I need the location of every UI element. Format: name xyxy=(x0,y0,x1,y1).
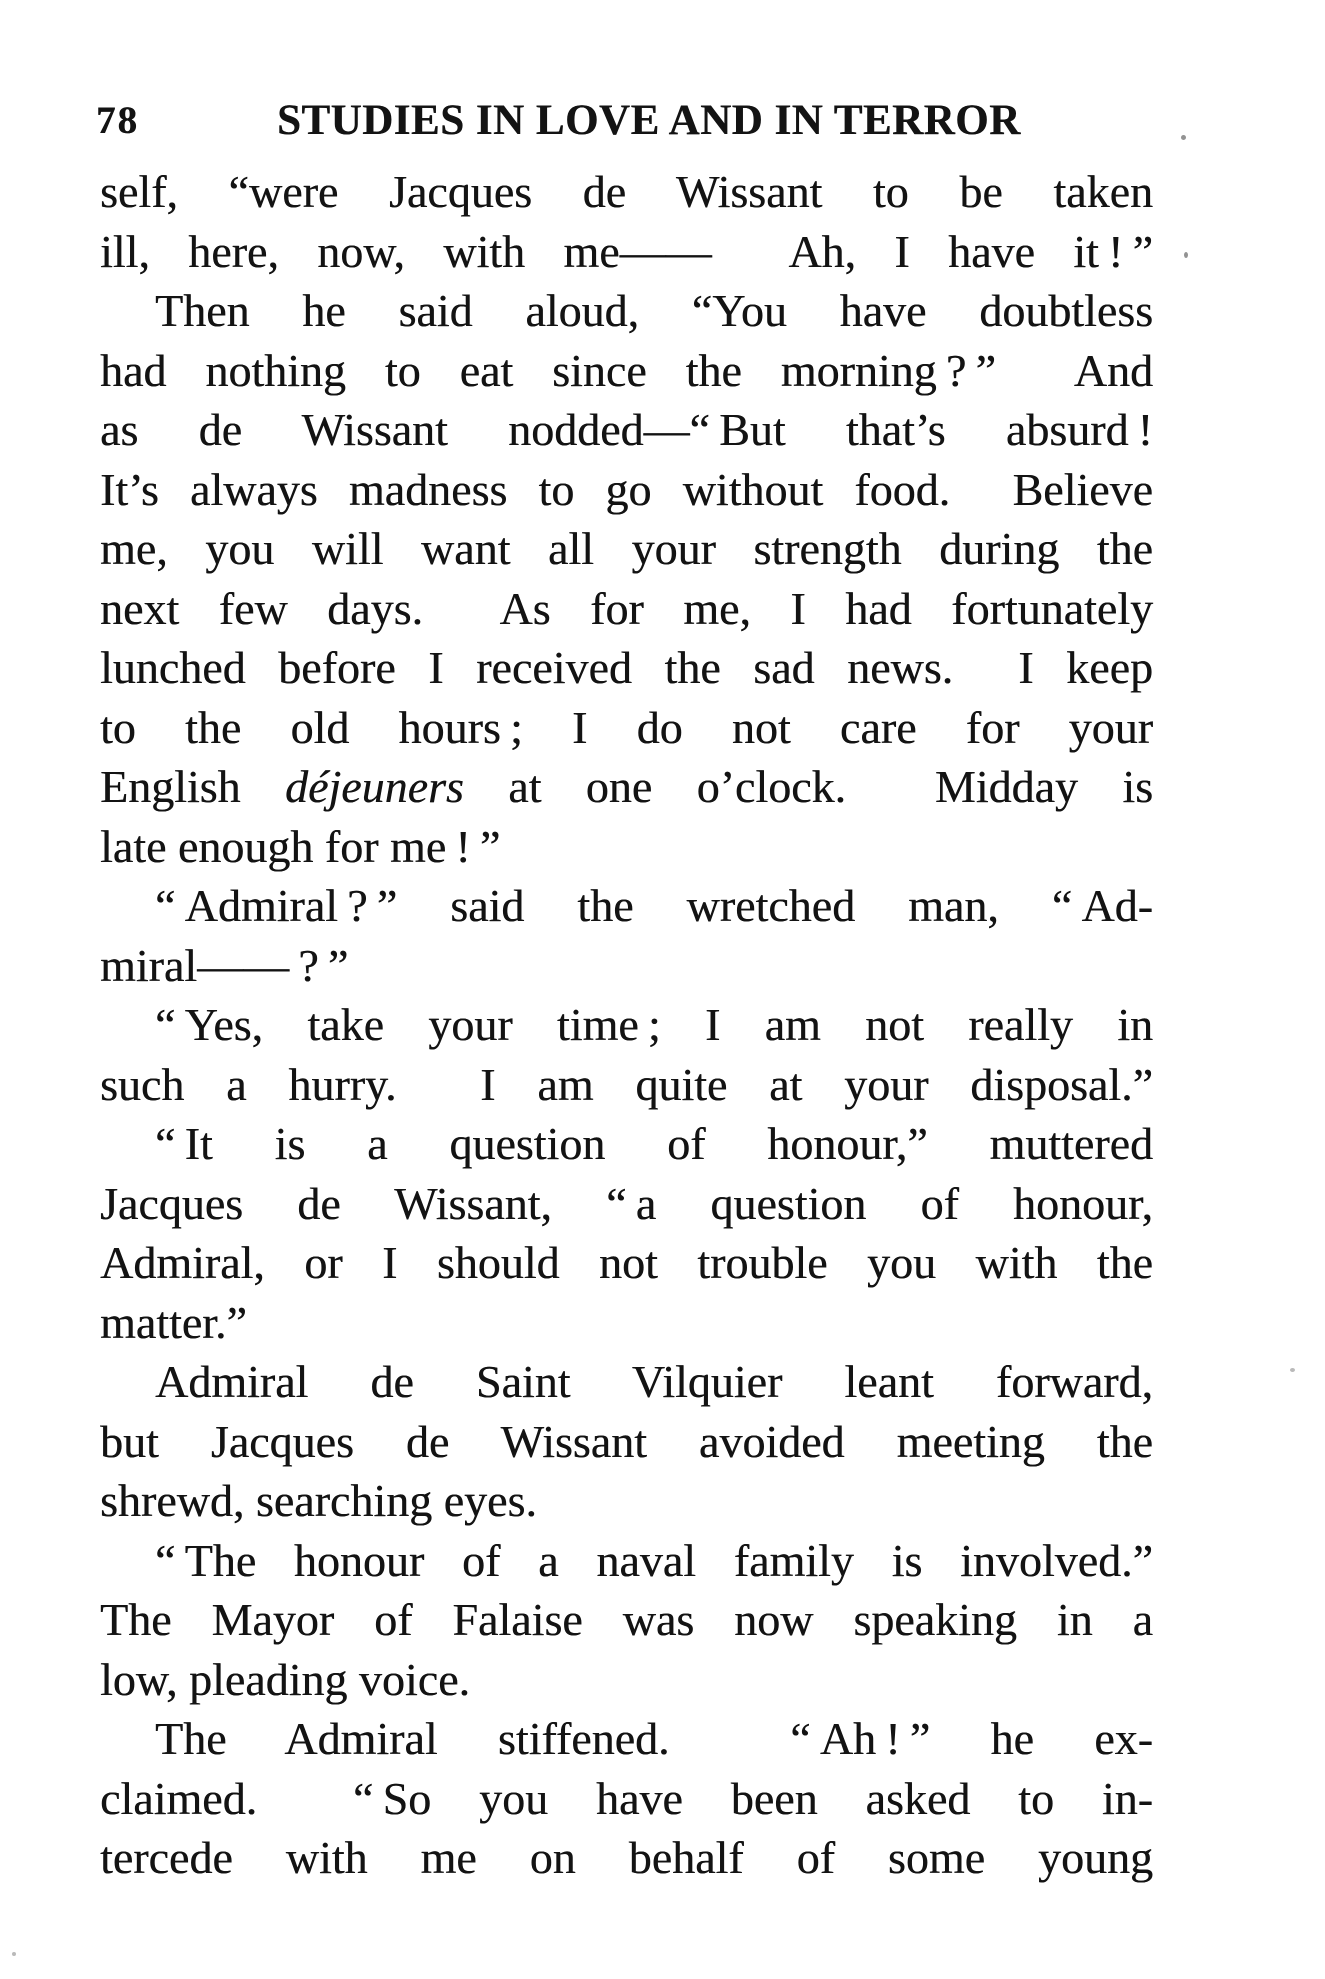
running-title: STUDIES IN LOVE AND IN TERROR xyxy=(276,97,1021,144)
scan-speck xyxy=(12,1952,16,1956)
text-segment: It’s always madness to go without food. Believe xyxy=(100,463,1153,515)
text-segment: next few days. As for me, I had fortunately xyxy=(100,582,1153,634)
text-line xyxy=(100,1531,1153,1591)
text-segment: Admiral, or I should not trouble you with the xyxy=(100,1237,1153,1288)
text-block xyxy=(100,162,1153,1888)
text-segment: but Jacques de Wissant avoided meeting the xyxy=(100,1415,1153,1467)
text-segment: The Mayor of Falaise was now speaking in a xyxy=(100,1594,1153,1645)
scan-speck xyxy=(1290,1368,1295,1372)
text-line xyxy=(100,162,1153,222)
text-line xyxy=(100,1828,1153,1888)
italic-text: déjeuners xyxy=(284,761,464,812)
text-line xyxy=(100,1114,1153,1174)
text-segment: Jacques de Wissant, “ a question of honour, xyxy=(100,1177,1153,1229)
text-line xyxy=(100,1352,1153,1412)
text-segment: Then he said aloud, “You have doubtless xyxy=(155,285,1153,336)
text-segment: claimed. “ So you have been asked to in- xyxy=(100,1772,1153,1824)
text-segment: tercede with me on behalf of some young xyxy=(100,1832,1153,1883)
text-segment: low, pleading voice. xyxy=(100,1653,471,1705)
text-line xyxy=(100,698,1153,758)
text-segment: at one o’clock. Midday is xyxy=(463,761,1154,812)
text-segment: “ Yes, take your time ; I am not really in xyxy=(155,999,1153,1050)
text-segment: “ The honour of a naval family is involved.” xyxy=(155,1534,1153,1586)
text-segment: English xyxy=(100,761,285,812)
text-line xyxy=(100,1412,1153,1472)
text-line xyxy=(100,1769,1153,1829)
text-line xyxy=(100,1293,1153,1353)
text-line xyxy=(100,876,1153,936)
text-line xyxy=(100,936,1153,996)
text-line xyxy=(100,1233,1153,1293)
text-segment: me, you will want all your strength during the xyxy=(100,523,1153,574)
text-segment: to the old hours ; I do not care for your xyxy=(100,701,1153,753)
text-segment: The Admiral stiffened. “ Ah ! ” he ex- xyxy=(155,1713,1153,1764)
text-line xyxy=(100,1709,1153,1769)
text-line xyxy=(100,400,1153,460)
text-segment: late enough for me ! ” xyxy=(100,820,501,872)
page-header xyxy=(96,96,1153,144)
text-segment: “ It is a question of honour,” muttered xyxy=(155,1118,1153,1169)
text-segment: lunched before I received the sad news. I keep xyxy=(100,642,1153,693)
text-segment: self, “were Jacques de Wissant to be taken xyxy=(100,166,1153,217)
text-line xyxy=(100,817,1153,877)
text-line xyxy=(100,1471,1153,1531)
text-segment: such a hurry. I am quite at your disposal.” xyxy=(100,1058,1153,1110)
scan-speck xyxy=(1181,135,1186,140)
text-segment: ill, here, now, with me—— Ah, I have it ! ” xyxy=(100,225,1153,277)
text-segment: had nothing to eat since the morning ? ” And xyxy=(100,344,1153,396)
page-number: 78 xyxy=(96,99,139,142)
text-segment: miral—— ? ” xyxy=(100,939,349,991)
text-segment: “ Admiral ? ” said the wretched man, “ Ad- xyxy=(155,880,1153,931)
text-segment: shrewd, searching eyes. xyxy=(100,1475,537,1526)
text-segment: matter.” xyxy=(100,1296,247,1348)
text-segment: Admiral de Saint Vilquier leant forward, xyxy=(155,1356,1153,1407)
text-line xyxy=(100,519,1153,579)
text-line xyxy=(100,995,1153,1055)
scan-speck xyxy=(1184,252,1188,258)
text-line xyxy=(100,1650,1153,1710)
text-line xyxy=(100,638,1153,698)
text-segment: as de Wissant nodded—“ But that’s absurd ! xyxy=(100,404,1153,455)
text-line xyxy=(100,579,1153,639)
text-line xyxy=(100,1590,1153,1650)
text-line xyxy=(100,460,1153,520)
text-line xyxy=(100,1055,1153,1115)
text-line xyxy=(100,341,1153,401)
text-line xyxy=(100,757,1153,817)
text-line xyxy=(100,222,1153,282)
text-line xyxy=(100,1174,1153,1234)
text-line xyxy=(100,281,1153,341)
